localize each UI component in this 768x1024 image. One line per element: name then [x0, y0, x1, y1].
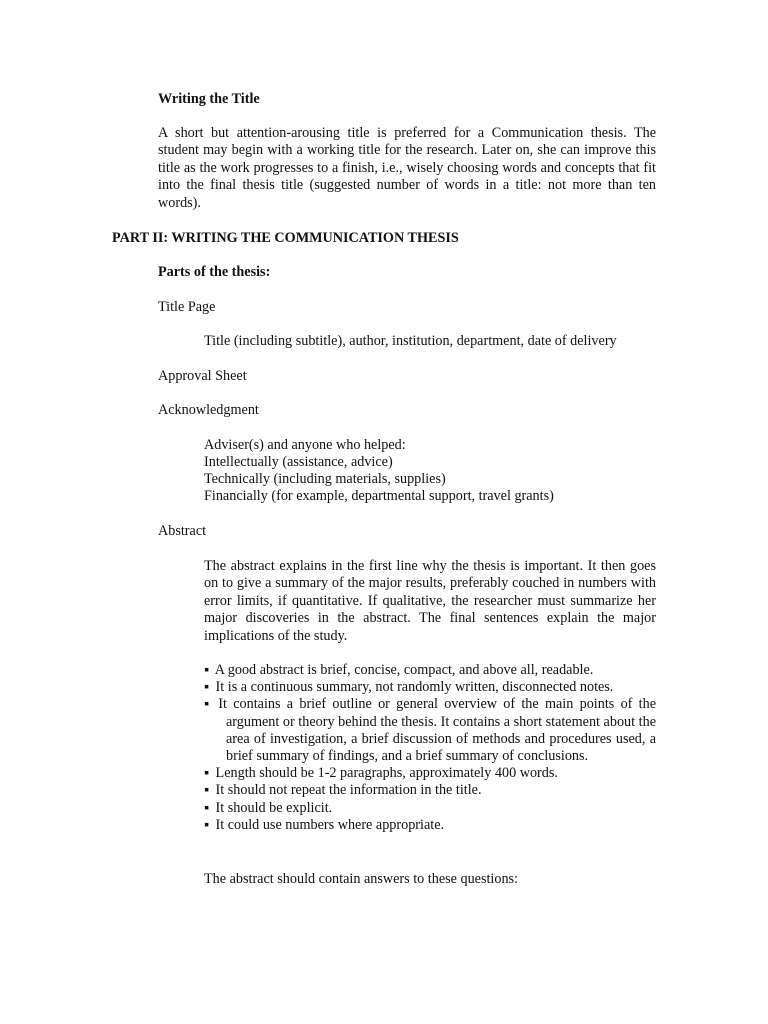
list-item-text: It should not repeat the information in the title. — [215, 782, 482, 799]
list-item — [204, 679, 656, 696]
list-item — [204, 662, 656, 679]
abstract-bullet-list — [204, 662, 656, 834]
list-item-text: It could use numbers where appropriate. — [215, 816, 445, 833]
acknowledgment-line: Intellectually (assistance, advice) — [204, 454, 393, 470]
list-item — [204, 696, 656, 765]
list-item-text: It should be explicit. — [215, 799, 333, 816]
list-item — [204, 817, 656, 834]
list-item — [204, 782, 656, 799]
parts-of-thesis-heading: Parts of the thesis: — [158, 264, 271, 280]
acknowledgment-line: Technically (including materials, supplies) — [204, 471, 446, 487]
abstract-label: Abstract — [158, 523, 207, 539]
square-bullet-icon: ▪ — [204, 765, 210, 782]
part-heading: PART II: WRITING THE COMMUNICATION THESIS — [112, 230, 459, 246]
square-bullet-icon: ▪ — [204, 696, 210, 713]
square-bullet-icon: ▪ — [204, 662, 210, 678]
square-bullet-icon: ▪ — [204, 679, 210, 696]
abstract-paragraph: The abstract explains in the first line why the thesis is important. It then goes on to give a summary of the major results, preferably couched in numbers with error limits, if quantitative. If qualitative, the researcher must summarize her major discoveries in the abstract. The final sentences explain the major implications of the study. — [204, 558, 656, 644]
list-item-text: It is a continuous summary, not randomly written, disconnected notes. — [215, 679, 614, 696]
section-heading-writing-title: Writing the Title — [158, 91, 260, 107]
square-bullet-icon: ▪ — [204, 799, 210, 816]
acknowledgment-label: Acknowledgment — [158, 402, 259, 418]
title-page-detail: Title (including subtitle), author, institution, department, date of delivery — [204, 333, 617, 349]
list-item — [204, 765, 656, 782]
list-item-text: It contains a brief outline or general overview of the main points of the argument or theory behind the thesis. It contains a short statement about the area of investigation, a brief discussion of methods and procedures used, a brief summary of findings, and a brief summary of conclusions. — [218, 696, 657, 765]
list-item-text: A good abstract is brief, concise, compact, and above all, readable. — [214, 662, 594, 678]
writing-title-paragraph: A short but attention-arousing title is preferred for a Communication thesis. The student may begin with a working title for the research. Later on, she can improve this title as the work progresses to a finish, i.e., wisely choosing words and concepts that fit into the final thesis title (suggested number of words in a title: not more than ten words). — [158, 125, 656, 211]
abstract-closing-line: The abstract should contain answers to these questions: — [204, 871, 519, 887]
list-item — [204, 800, 656, 817]
square-bullet-icon: ▪ — [204, 816, 210, 833]
approval-sheet-label: Approval Sheet — [158, 368, 247, 384]
title-page-label: Title Page — [158, 299, 216, 315]
acknowledgment-line: Financially (for example, departmental support, travel grants) — [204, 488, 554, 504]
square-bullet-icon: ▪ — [204, 782, 210, 799]
list-item-text: Length should be 1-2 paragraphs, approximately 400 words. — [215, 765, 558, 782]
acknowledgment-line: Adviser(s) and anyone who helped: — [204, 437, 406, 453]
